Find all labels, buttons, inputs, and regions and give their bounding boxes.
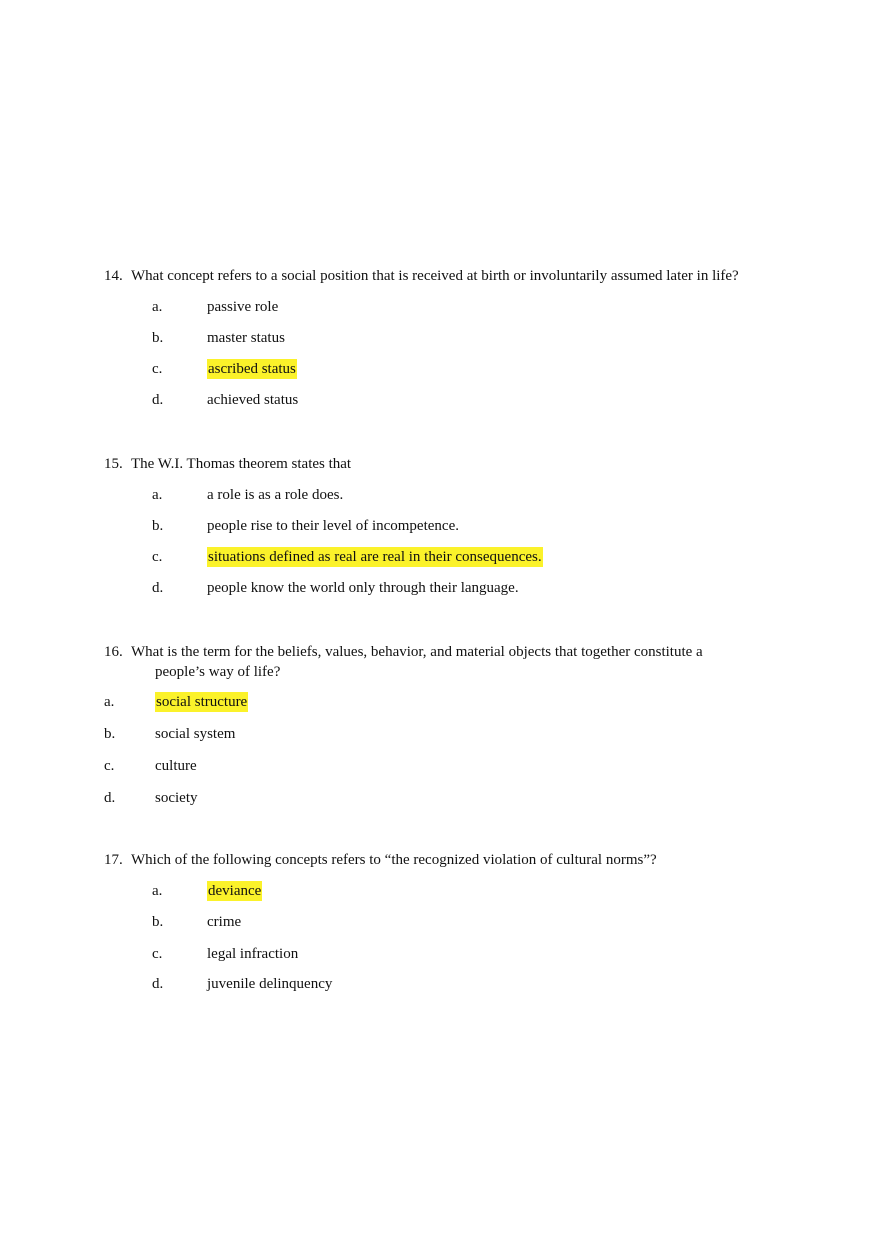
question-text: Which of the following concepts refers to “the recognized violation of cultural norms”?: [131, 852, 657, 868]
question-15-stem: [104, 454, 351, 474]
question-16-stem: [104, 642, 703, 662]
option-letter: d.: [152, 976, 164, 992]
option-letter: c.: [104, 758, 115, 774]
option-letter: d.: [152, 392, 164, 408]
question-16-stem-continued: people’s way of life?: [155, 664, 281, 680]
option-letter: a.: [104, 694, 115, 710]
option-text: crime: [207, 914, 242, 930]
question-text: The W.I. Thomas theorem states that: [131, 456, 352, 472]
option-text: culture: [155, 758, 197, 774]
option-text: passive role: [207, 299, 279, 315]
option-letter: a.: [152, 487, 163, 503]
option-letter: b.: [152, 330, 164, 346]
question-14-stem: [104, 266, 739, 286]
option-text-highlighted: situations defined as real are real in their consequences.: [208, 549, 542, 565]
option-text: legal infraction: [207, 946, 299, 962]
option-letter: a.: [152, 299, 163, 315]
option-letter: a.: [152, 883, 163, 899]
option-text: social system: [155, 726, 236, 742]
option-text: people know the world only through their language.: [207, 580, 519, 596]
question-number: 14.: [104, 268, 123, 284]
option-text: achieved status: [207, 392, 299, 408]
option-text-highlighted: ascribed status: [208, 361, 296, 377]
option-letter: d.: [104, 790, 116, 806]
option-letter: c.: [152, 361, 163, 377]
option-text: society: [155, 790, 198, 806]
question-number: 17.: [104, 852, 123, 868]
option-text: juvenile delinquency: [207, 976, 333, 992]
option-text: people rise to their level of incompetence.: [207, 518, 459, 534]
option-letter: b.: [152, 914, 164, 930]
question-text: What is the term for the beliefs, values, behavior, and material objects that together constitute a: [131, 644, 703, 660]
option-letter: c.: [152, 549, 163, 565]
question-number: 15.: [104, 456, 123, 472]
question-text: What concept refers to a social position that is received at birth or involuntarily assumed later in life?: [131, 268, 739, 284]
option-text-highlighted: deviance: [208, 883, 262, 899]
option-letter: d.: [152, 580, 164, 596]
question-number: 16.: [104, 644, 123, 660]
option-letter: b.: [152, 518, 164, 534]
option-letter: b.: [104, 726, 116, 742]
option-text: a role is as a role does.: [207, 487, 344, 503]
option-letter: c.: [152, 946, 163, 962]
option-text-highlighted: social structure: [156, 694, 248, 710]
option-text: master status: [207, 330, 285, 346]
question-17-stem: [104, 850, 657, 870]
